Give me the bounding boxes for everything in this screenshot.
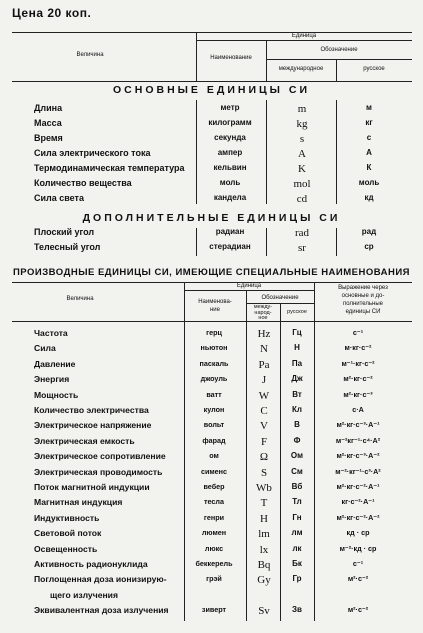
header2-name-1: Наименова-: [198, 299, 232, 305]
header2-expr-3: полнительные: [342, 301, 384, 307]
unit-name-cell: люкс: [204, 543, 224, 553]
quantity-cell: Эквивалентная доза излучения: [34, 605, 169, 616]
intl-symbol-cell: m: [297, 103, 307, 115]
table-row: [0, 467, 423, 479]
table-row: [0, 242, 423, 254]
rule: [314, 321, 315, 621]
table-row: [0, 605, 423, 617]
rule: [196, 100, 197, 204]
table-row: [0, 559, 423, 571]
intl-symbol-cell: V: [260, 420, 268, 433]
intl-symbol-cell: Gy: [257, 574, 271, 587]
unit-name-cell: генри: [203, 512, 225, 522]
intl-symbol-cell: F: [260, 435, 268, 448]
unit-name-cell: килограмм: [208, 118, 252, 127]
unit-name-cell: зиверт: [201, 605, 227, 615]
si-expression-cell: м²·с⁻²: [347, 605, 369, 615]
intl-symbol-cell: Wb: [256, 482, 272, 494]
table-row: [0, 436, 423, 448]
table-row: [0, 163, 423, 175]
si-expression-cell: с⁻¹: [352, 328, 364, 337]
unit-name-cell: грэй: [206, 574, 222, 584]
rus-symbol-cell: Дж: [291, 374, 303, 384]
quantity-cell-continuation: щего излучения: [50, 589, 118, 600]
quantity-cell: Освещенность: [34, 543, 98, 554]
quantity-cell: Сила электрического тока: [34, 148, 151, 158]
si-expression-cell: м²·кг·с⁻³: [343, 389, 373, 399]
intl-symbol-cell: Bq: [257, 559, 271, 571]
table-row: [0, 482, 423, 494]
table-row: [0, 178, 423, 190]
unit-name-cell: сименс: [200, 466, 228, 476]
quantity-cell: Телесный угол: [34, 241, 101, 252]
header2-unit: Единица: [236, 283, 262, 289]
quantity-cell: Световой поток: [34, 528, 102, 539]
quantity-cell: Сила света: [34, 193, 84, 203]
price-label: Цена 20 коп.: [12, 6, 92, 20]
header-quantity: Величина: [76, 52, 104, 58]
rule: [184, 290, 314, 291]
intl-symbol-cell: mol: [293, 178, 311, 190]
intl-symbol-cell: S: [260, 466, 268, 479]
rus-symbol-cell: Бк: [292, 559, 302, 568]
header2-intl-3: ное: [258, 315, 268, 321]
rus-symbol-cell: Вб: [291, 482, 303, 491]
table-row: [0, 227, 423, 239]
rus-symbol-cell: К: [366, 163, 372, 172]
intl-symbol-cell: lx: [259, 543, 269, 556]
intl-symbol-cell: N: [260, 343, 268, 356]
unit-name-cell: моль: [219, 178, 241, 187]
unit-name-cell: фарад: [202, 435, 226, 445]
rus-symbol-cell: м: [366, 103, 372, 112]
rus-symbol-cell: См: [291, 466, 303, 476]
table-row: [0, 118, 423, 130]
quantity-cell: Количество электричества: [34, 405, 149, 415]
unit-name-cell: паскаль: [199, 358, 229, 368]
header-name: Наименование: [210, 55, 252, 61]
header2-russian: русское: [287, 309, 307, 315]
rus-symbol-cell: кг: [365, 118, 373, 127]
unit-name-cell: радиан: [215, 227, 245, 236]
header2-intl-1: между-: [253, 304, 273, 310]
quantity-cell: Электрическое сопротивление: [34, 451, 166, 462]
table-row: [0, 359, 423, 371]
table-row: [0, 528, 423, 540]
unit-name-cell: кулон: [203, 405, 225, 414]
rus-symbol-cell: ср: [364, 241, 374, 251]
si-expression-cell: м²·кг·с⁻²·А⁻¹: [336, 482, 380, 491]
intl-symbol-cell: Hz: [257, 328, 271, 340]
quantity-cell: Частота: [34, 328, 68, 338]
header-unit: Единица: [291, 33, 317, 39]
rus-symbol-cell: Ф: [293, 435, 301, 445]
quantity-cell: Длина: [34, 103, 63, 113]
rule: [266, 59, 412, 60]
unit-name-cell: джоуль: [200, 374, 228, 384]
si-expression-cell: м⁻²кг⁻¹·с⁴·А²: [335, 435, 381, 445]
quantity-cell: Мощность: [34, 389, 79, 400]
table-row: [0, 497, 423, 509]
section-derived-title: ПРОИЗВОДНЫЕ ЕДИНИЦЫ СИ, ИМЕЮЩИЕ СПЕЦИАЛЬНЫЕ НАИМЕНОВАНИЯ: [12, 267, 411, 278]
rus-symbol-cell: Н: [294, 343, 300, 353]
rule: [196, 228, 197, 256]
rus-symbol-cell: Кл: [292, 405, 302, 414]
rus-symbol-cell: кд: [364, 193, 374, 202]
rule: [184, 321, 185, 621]
rule: [336, 228, 337, 256]
rus-symbol-cell: лк: [292, 543, 302, 553]
intl-symbol-cell: cd: [296, 193, 308, 205]
si-expression-cell: м²·кг·с⁻³·А⁻¹: [336, 420, 380, 430]
si-expression-cell: м·кг·с⁻²: [344, 343, 372, 353]
quantity-cell: Давление: [34, 358, 76, 369]
intl-symbol-cell: K: [298, 163, 306, 175]
rus-symbol-cell: А: [366, 148, 372, 157]
si-expression-cell: с⁻¹: [352, 559, 364, 568]
rule: [266, 100, 267, 204]
intl-symbol-cell: kg: [296, 118, 308, 130]
rus-symbol-cell: Гн: [292, 512, 302, 522]
header2-expr-2: основные и до-: [341, 293, 385, 299]
rus-symbol-cell: Ом: [290, 451, 304, 461]
intl-symbol-cell: sr: [298, 241, 306, 254]
intl-symbol-cell: A: [298, 148, 306, 160]
si-expression-cell: м⁻²·кг⁻¹·с³·А²: [335, 466, 381, 476]
table-row: [0, 513, 423, 525]
unit-name-cell: метр: [220, 103, 240, 112]
header2-designation: Обозначение: [261, 295, 299, 301]
si-expression-cell: м²·кг·с⁻³·А⁻²: [336, 451, 380, 461]
quantity-cell: Масса: [34, 118, 62, 128]
quantity-cell: Время: [34, 133, 63, 143]
rule: [196, 40, 412, 41]
rule: [246, 321, 247, 621]
table-row: [0, 133, 423, 145]
si-expression-cell: кд · ср: [346, 528, 370, 538]
unit-name-cell: беккерель: [195, 559, 233, 568]
quantity-cell: Энергия: [34, 374, 70, 385]
unit-name-cell: герц: [206, 328, 222, 337]
si-expression-cell: м²·с⁻²: [347, 574, 369, 584]
header2-expr-4: единицы СИ: [345, 309, 381, 315]
unit-name-cell: ньютон: [200, 343, 228, 353]
section-additional-title: ДОПОЛНИТЕЛЬНЫЕ ЕДИНИЦЫ СИ: [82, 212, 341, 224]
intl-symbol-cell: s: [299, 133, 305, 145]
quantity-cell: Магнитная индукция: [34, 497, 123, 508]
table-row: [0, 193, 423, 205]
quantity-cell: Электрическое напряжение: [34, 420, 152, 431]
si-expression-cell: с·А: [352, 405, 364, 414]
intl-symbol-cell: Pa: [258, 358, 270, 371]
quantity-cell: Индуктивность: [34, 512, 100, 523]
unit-name-cell: люмен: [201, 528, 227, 538]
unit-name-cell: кельвин: [213, 163, 247, 172]
table-row: [0, 405, 423, 417]
quantity-cell: Плоский угол: [34, 227, 95, 237]
unit-name-cell: ватт: [206, 389, 222, 399]
rule: [336, 100, 337, 204]
intl-symbol-cell: C: [260, 405, 268, 417]
intl-symbol-cell: H: [260, 512, 268, 525]
quantity-cell: Сила: [34, 343, 56, 354]
quantity-cell: Поток магнитной индукции: [34, 482, 150, 492]
header2-quantity: Величина: [66, 296, 94, 302]
intl-symbol-cell: lm: [258, 528, 270, 541]
unit-name-cell: стерадиан: [209, 241, 251, 251]
rule: [12, 321, 412, 322]
rus-symbol-cell: рад: [361, 227, 377, 236]
si-expression-cell: м²·кг·с⁻²·А⁻²: [336, 512, 380, 522]
unit-name-cell: тесла: [204, 497, 224, 507]
table-row: [0, 343, 423, 355]
quantity-cell: Электрическая проводимость: [34, 466, 163, 477]
rus-symbol-cell: Вт: [292, 389, 302, 399]
unit-name-cell: секунда: [214, 133, 246, 142]
header-russian: русское: [363, 66, 385, 72]
intl-symbol-cell: rad: [294, 227, 310, 239]
table-row: [0, 574, 423, 586]
intl-symbol-cell: J: [261, 374, 267, 387]
table-row: [0, 544, 423, 556]
quantity-cell: Термодинамическая температура: [34, 163, 185, 173]
rus-symbol-cell: Тл: [292, 497, 302, 507]
unit-name-cell: кандела: [213, 193, 247, 202]
si-expression-cell: кг·с⁻²·А⁻¹: [341, 497, 375, 507]
table-row-continuation: [0, 590, 423, 602]
rus-symbol-cell: Зв: [292, 605, 302, 615]
rus-symbol-cell: с: [366, 133, 372, 142]
rus-symbol-cell: моль: [358, 178, 380, 187]
table-row: [0, 328, 423, 340]
unit-name-cell: ампер: [217, 148, 243, 157]
section-base-title: ОСНОВНЫЕ ЕДИНИЦЫ СИ: [112, 84, 311, 96]
rule: [280, 321, 281, 621]
rus-symbol-cell: Гц: [292, 328, 302, 337]
table-row: [0, 451, 423, 463]
header2-name-2: ние: [209, 307, 220, 313]
unit-name-cell: ом: [209, 451, 219, 461]
unit-name-cell: вебер: [203, 482, 225, 491]
intl-symbol-cell: Sv: [258, 605, 270, 618]
rule: [12, 81, 412, 82]
quantity-cell: Поглощенная доза ионизирую-: [34, 574, 167, 585]
si-expression-cell: м⁻¹·кг·с⁻²: [341, 358, 375, 368]
table-row: [0, 374, 423, 386]
rule: [266, 228, 267, 256]
si-expression-cell: м²·кг·с⁻²: [343, 374, 373, 384]
intl-symbol-cell: Ω: [259, 451, 269, 464]
quantity-cell: Активность радионуклида: [34, 559, 148, 569]
table-row: [0, 148, 423, 160]
quantity-cell: Электрическая емкость: [34, 435, 135, 446]
unit-name-cell: вольт: [203, 420, 225, 430]
intl-symbol-cell: T: [260, 497, 268, 510]
header2-expr-1: Выражение через: [338, 285, 388, 291]
rus-symbol-cell: В: [294, 420, 300, 430]
table-row: [0, 103, 423, 115]
si-expression-cell: м⁻²·кд · ср: [339, 543, 377, 553]
quantity-cell: Количество вещества: [34, 178, 132, 188]
header-designation: Обозначение: [320, 47, 358, 53]
header2-intl-2: народ-: [254, 310, 272, 316]
intl-symbol-cell: W: [258, 389, 270, 402]
header-international: международное: [278, 66, 324, 72]
rus-symbol-cell: Па: [291, 358, 303, 368]
table-row: [0, 420, 423, 432]
rus-symbol-cell: Гр: [292, 574, 302, 584]
rus-symbol-cell: лм: [291, 528, 303, 538]
table-row: [0, 390, 423, 402]
